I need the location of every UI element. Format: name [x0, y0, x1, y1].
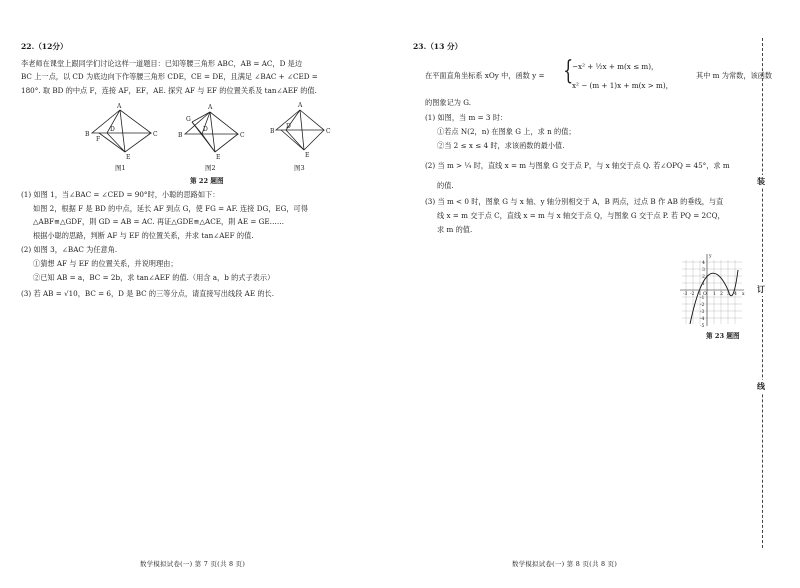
- q22-fig3-label-e: E: [305, 152, 310, 159]
- q23-tick-y-4: 4: [702, 261, 705, 266]
- q23-intro-post: 其中 m 为常数，该函数: [696, 71, 773, 80]
- q23-tick-y-2: 2: [702, 275, 705, 280]
- q22-part2-line-2: ①猜想 AF 与 EF 的位置关系，并说明理由；: [33, 259, 178, 268]
- q23-curve-left: [690, 273, 728, 324]
- q22-fig1-label-b: B: [85, 131, 90, 138]
- q23-graph: [680, 250, 760, 328]
- q23-tick-y--2: -2: [700, 303, 705, 308]
- q22-fig1-label-f: F: [96, 136, 101, 143]
- q23-case-2: x² − (m + 1)x + m(x > m)，: [572, 81, 673, 90]
- q23-part3-line-3: 求 m 的值.: [437, 225, 473, 234]
- q23-axis-x-label: x: [742, 292, 745, 297]
- q23-part1-line-2: ①若点 N(2，n) 在图象 G 上，求 n 的值；: [437, 127, 576, 136]
- q22-fig1-caption: 图1: [115, 164, 126, 172]
- q23-part2-line-1: (2) 当 m > ¼ 时，直线 x = m 与图象 G 交于点 P，与 x 轴交于点 Q. 若∠OPQ = 45°，求 m: [425, 161, 730, 170]
- q23-tick-origin: O: [703, 292, 707, 297]
- q23-tick-y--5: -5: [700, 324, 705, 328]
- q22-part1-line-4: 根据小聪的思路，判断 AF 与 EF 的位置关系，并求 tan∠AEF 的值.: [33, 231, 254, 240]
- q23-tick-y--3: -3: [700, 310, 705, 315]
- page-8-footer: 数学模拟试卷(一) 第 8 页(共 8 页): [512, 560, 618, 568]
- q23-tick-x-3: 3: [727, 292, 730, 297]
- q23-tick-y--1: -1: [700, 296, 705, 301]
- q22-fig1-label-d: D: [110, 126, 115, 133]
- q23-axis-y-label: y: [709, 254, 712, 259]
- q22-fig2-label-a: A: [208, 104, 213, 111]
- q22-part2-line-3: ②已知 AB = a，BC = 2b，求 tan∠AEF 的值.（用含 a，b 的式子表示）: [33, 273, 275, 282]
- q22-fig1-label-c: C: [153, 131, 158, 138]
- q23-tick-x--1: -1: [697, 292, 702, 297]
- q22-figure-2: [185, 112, 238, 152]
- q22-figure-caption: 第 22 题图: [190, 177, 224, 185]
- q22-fig2-caption: 图2: [205, 164, 216, 172]
- q23-part3-line-1: (3) 当 m < 0 时，图象 G 与 x 轴、y 轴分别相交于 A，B 两点，过点 B 作 AB 的垂线，与直: [425, 197, 724, 206]
- q22-fig3-label-c: C: [326, 128, 331, 135]
- q22-part2-line-1: (2) 如图 3，∠BAC 为任意角.: [21, 245, 118, 254]
- q23-tick-y--4: -4: [700, 317, 705, 322]
- q22-fig3-label-b: B: [270, 128, 275, 135]
- q23-tick-x-1: 1: [713, 292, 716, 297]
- q23-intro-pre: 在平面直角坐标系 xOy 中，函数 y =: [425, 71, 545, 80]
- q23-tick-y-1: 1: [702, 282, 705, 287]
- q22-part1-line-3: △ABF≌△GDF，則 GD = AB = AC. 再证△GDE≌△ACE，則 AE = GE……: [33, 217, 285, 226]
- q22-fig2-label-b: B: [178, 132, 183, 139]
- q23-intro-line-2: 的图象记为 G.: [425, 98, 471, 107]
- page-7-footer: 数学模拟试卷(一) 第 7 页(共 8 页): [140, 560, 246, 568]
- q22-fig3-caption: 图3: [294, 164, 305, 172]
- q23-figure-caption: 第 23 题图: [706, 332, 740, 340]
- q23-tick-x-4: 4: [734, 292, 737, 297]
- q22-fig2-label-c: C: [240, 132, 245, 139]
- q23-part1-line-1: (1) 如图，当 m = 3 时：: [425, 113, 508, 122]
- q22-fig3-label-d: D: [286, 123, 291, 130]
- q22-fig2-label-e: E: [216, 154, 221, 161]
- q22-fig1-label-e: E: [126, 154, 131, 161]
- q22-figures: [80, 100, 380, 180]
- page-8: [400, 0, 800, 588]
- binding-char-xian: 线: [757, 381, 765, 391]
- q22-fig3-label-a: A: [298, 102, 303, 109]
- q22-part1-line-1: (1) 如图 1，当∠BAC = ∠CED = 90°时，小聪的思路如下：: [21, 190, 220, 199]
- q23-tick-y-3: 3: [702, 268, 705, 273]
- q23-tick-x--3: -3: [683, 292, 688, 297]
- q22-fig1-label-a: A: [117, 103, 122, 110]
- q22-part1-line-2: 如图 2，根据 F 是 BD 的中点，延长 AF 到点 G，使 FG = AF. 连接 DG，EG，可得: [33, 204, 308, 213]
- q22-part3: (3) 若 AB = √10，BC = 6，D 是 BC 的三等分点，请直接写出线段 AE 的长.: [21, 289, 275, 298]
- q23-part3-line-2: 线 x = m 交于点 C，直线 x = m 与 x 轴交于点 Q，与图象 G 交于点 P. 若 PQ = 2CQ，: [437, 211, 725, 220]
- q22-stem-line-2: BC 上一点，以 CD 为底边向下作等腰三角形 CDE，CE = DE，且满足 ∠BAC + ∠CED =: [21, 72, 318, 81]
- q23-heading: 23.（13 分）: [413, 42, 463, 51]
- q22-heading: 22.（12分）: [21, 42, 68, 51]
- q22-fig2-label-g: G: [186, 116, 191, 123]
- q23-brace: {: [563, 56, 574, 86]
- q23-tick-x-2: 2: [720, 292, 723, 297]
- binding-char-zhuang: 装: [757, 176, 765, 186]
- binding-char-ding: 订: [757, 284, 765, 294]
- q22-stem-line-1: 李老师在课堂上跟同学们讨论这样一道题目：已知等腰三角形 ABC，AB = AC，D 是边: [21, 59, 303, 68]
- q23-part1-line-3: ②当 2 ≤ x ≤ 4 时，求该函数的最小值.: [437, 141, 565, 150]
- q22-figure-3: [276, 110, 324, 150]
- q23-part2-line-2: 的值.: [437, 181, 454, 190]
- q22-figure-1: [92, 110, 151, 152]
- q22-fig2-label-d: D: [203, 126, 208, 133]
- q23-tick-x--2: -2: [690, 292, 695, 297]
- q23-case-1: −x² + ½x + m(x ≤ m)，: [572, 62, 659, 71]
- q22-stem-line-3: 180°. 取 BD 的中点 F，连接 AF，EF，AE. 探究 AF 与 EF 的位置关系及 tan∠AEF 的值.: [21, 86, 317, 95]
